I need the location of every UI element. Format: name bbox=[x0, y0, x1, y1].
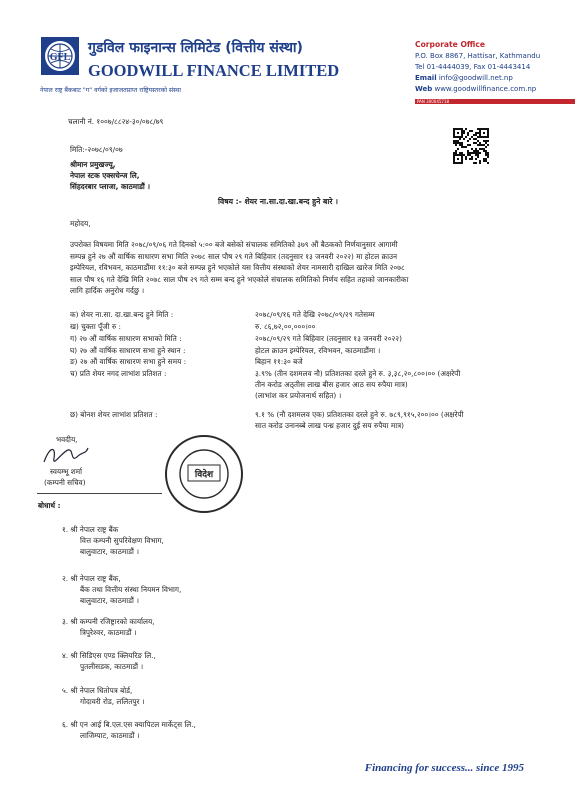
item-value: बिहान ११:३० बजे bbox=[255, 357, 303, 366]
signatory-title: (कम्पनी सचिव) bbox=[44, 478, 86, 487]
cc-line: ४. श्री सिडिएस एण्ड क्लियरिङ लि., bbox=[62, 651, 156, 660]
cc-line: लाजिम्पाट, काठमाडौं । bbox=[80, 731, 140, 740]
email-value: info@goodwill.net.np bbox=[438, 74, 513, 82]
subject-line: विषय :- शेयर ना.सा.दा.खा.बन्द हुने बारे । bbox=[218, 197, 338, 206]
company-seal bbox=[162, 432, 246, 516]
cc-line: ३. श्री कम्पनी रजिष्ट्रारको कार्यालय, bbox=[62, 617, 155, 626]
company-logo bbox=[40, 36, 80, 76]
corporate-web bbox=[415, 85, 536, 93]
item-label: ख) चुक्ता पूँजी रु : bbox=[70, 322, 121, 331]
svg-text:GFL: GFL bbox=[49, 52, 71, 63]
cc-line: ५. श्री नेपाल धितोपत्र बोर्ड, bbox=[62, 686, 133, 695]
item-label: च) प्रति शेयर नगद लाभांश प्रतिशत : bbox=[70, 369, 167, 378]
qr-code bbox=[453, 128, 489, 164]
item-value: २०७८/०९/२९ गते बिहिवार (तदनुसार १३ जनवरी २०२२) bbox=[255, 334, 402, 343]
cc-line: वित्त कम्पनी सुपरिवेक्षण विभाग, bbox=[80, 536, 164, 545]
divider bbox=[37, 493, 162, 494]
cc-line: त्रिपुरेश्वर, काठमाडौं । bbox=[80, 628, 137, 637]
item-value: सात करोड उनानब्बे लाख पन्ध्र हजार दुई सय रुपैया मात्र) bbox=[255, 421, 404, 430]
salutation: महोदय, bbox=[70, 219, 91, 228]
body-line: उपरोक्त विषयमा मिति २०७८/०९/०६ गते दिनको ५:०० बजे बसेको संचालक समितिको ३७९ औं बैठकको निर्णयानुसार आगामी bbox=[70, 240, 398, 249]
cc-line: १. श्री नेपाल राष्ट्र बैंक bbox=[62, 525, 119, 534]
footer-tagline: Financing for success... since 1995 bbox=[364, 762, 524, 774]
addressee-line-1: श्रीमान प्रमुखज्यू, bbox=[70, 160, 116, 169]
item-value: (लाभांश कर प्रयोजनार्थ सहित) । bbox=[255, 391, 342, 400]
item-label: घ) २७ औं वार्षिक साधारण सभा हुने स्थान : bbox=[70, 346, 186, 355]
body-line: सम्पन्न हुने २७ औं वार्षिक साधारण सभा मिति २०७८ साल पौष २९ गते बिहिवार (तदनुसार १३ जनवरी २०२२) मा होटल क्राउन bbox=[70, 251, 398, 261]
signatory-name: स्वयम्भू शर्मा bbox=[50, 467, 82, 476]
body-line: इम्पेरियल, रविभवन, काठमाडौंमा ११:३० बजे सम्पन्न हुने भएकोले यस वित्तीय संस्थाको शेयर नामसारी दाखिल खारेज मिति २०७८ bbox=[70, 263, 405, 272]
cc-line: बालुवाटार, काठमाडौं । bbox=[80, 596, 140, 605]
pan-bar: PAN 300045718 bbox=[415, 99, 575, 104]
cc-line: बालुवाटार, काठमाडौं । bbox=[80, 547, 140, 556]
corporate-office-title: Corporate Office bbox=[415, 40, 486, 49]
item-label: ङ) २७ औं वार्षिक साधारण सभा हुने समय : bbox=[70, 357, 187, 366]
company-name-english: GOODWILL FINANCE LIMITED bbox=[88, 61, 340, 80]
cc-title: बोधार्थ : bbox=[38, 501, 61, 510]
item-label: छ) बोनश शेयर लाभांश प्रतिशत : bbox=[70, 410, 158, 419]
seal-text: विदेश bbox=[194, 470, 214, 480]
item-value: २०७८/०९/१६ गते देखि २०७८/०९/२९ गतेसम्म bbox=[255, 310, 375, 319]
corporate-tel: Tel 01-4444039, Fax 01-4443414 bbox=[415, 63, 531, 71]
cc-line: ६. श्री एन आई बि.एल.एस क्यापिटल मार्केट्स लि., bbox=[62, 720, 196, 729]
item-value: होटल क्राउन इम्पेरियल, रविभवन, काठमाडौंमा । bbox=[255, 346, 381, 355]
reference-number: चलानी नं. १००७/८८२४-३०/०७८/७९ bbox=[68, 117, 164, 126]
web-label: Web bbox=[415, 85, 433, 93]
item-value: रु. ८६,७२,००,०००।०० bbox=[255, 322, 316, 331]
body-line: लागि हार्दिक अनुरोध गर्दछु । bbox=[70, 286, 145, 295]
web-value: www.goodwillfinance.com.np bbox=[434, 85, 537, 93]
addressee-line-3: सिंहदरबार प्लाजा, काठमाडौं । bbox=[70, 182, 151, 191]
item-label: क) शेयर ना.सा. दा.खा.बन्द हुने मिति : bbox=[70, 310, 174, 319]
closing: भवदीय, bbox=[56, 435, 78, 444]
addressee-line-2: नेपाल स्टक एक्सचेन्ज लि, bbox=[70, 171, 140, 180]
signature bbox=[40, 442, 92, 470]
cc-line: २. श्री नेपाल राष्ट्र बैंक, bbox=[62, 574, 121, 583]
item-value: ३.९% (तीन दशमलव नौ) प्रतिशतका दरले हुने रु. ३,३८,२०,८००।०० (अक्षरेपी bbox=[255, 369, 461, 378]
email-label: Email bbox=[415, 74, 437, 82]
body-line: साल पौष १६ गते देखि मिति २०७८ साल पौष २९ गते सम्म बन्द हुने भएकोले संचालक समितिको निर्णय सहित तहाको जानकारीका bbox=[70, 274, 409, 284]
company-name-nepali: गुडविल फाइनान्स लिमिटेड (वित्तीय संस्था) bbox=[88, 40, 303, 56]
body-paragraph bbox=[70, 239, 408, 297]
corporate-email bbox=[415, 74, 513, 82]
item-value: ९.१ % (नौ दशमलव एक) प्रतिशतका दरले हुने रु. ७८९,९१५,२००।०० (अक्षरेपी bbox=[255, 410, 464, 419]
cc-line: बैंक तथा वित्तीय संस्था नियमन विभाग, bbox=[80, 585, 182, 594]
item-label: ग) २७ औं वार्षिक साधारण सभाको मिति : bbox=[70, 334, 182, 343]
corporate-address: P.O. Box 8867, Hattisar, Kathmandu bbox=[415, 52, 541, 60]
item-value: तीन करोड अठ्तीस लाख बीस हजार आठ सय रुपैया मात्र) bbox=[255, 380, 408, 389]
cc-line: पुतलीसडक, काठमाडौं । bbox=[80, 662, 144, 671]
letter-date: मिति:-२०७८/०९/०७ bbox=[70, 145, 123, 154]
company-subtitle: नेपाल राष्ट्र बैंकबाट "ग" वर्गको इजाजतप्राप्त राष्ट्रियस्तरको संस्था bbox=[40, 87, 181, 94]
cc-line: गोदावरी रोड, ललितपुर । bbox=[80, 697, 145, 706]
